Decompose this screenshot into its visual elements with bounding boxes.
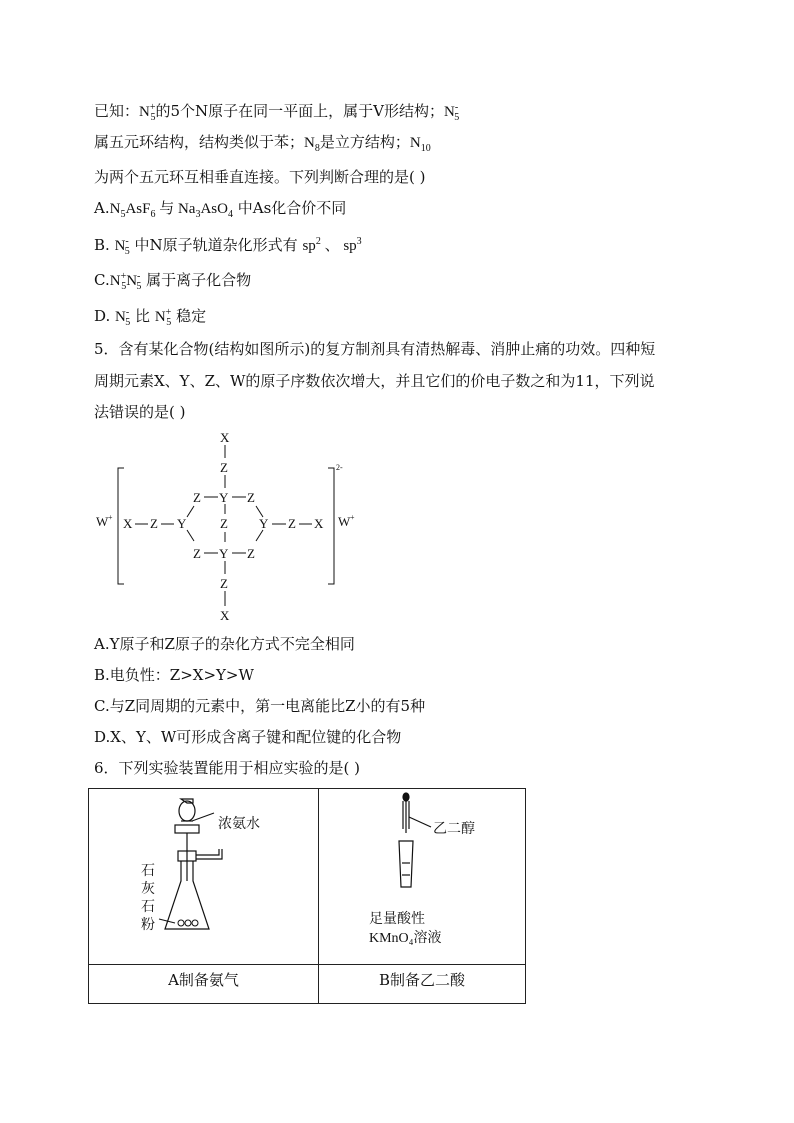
hybridization-text: $sp^2$ 、 $sp^3$ bbox=[302, 236, 362, 254]
svg-text:Z: Z bbox=[150, 516, 158, 531]
apparatus-a-drawing bbox=[89, 789, 318, 963]
q4-stem-text: 已知： bbox=[94, 102, 140, 120]
svg-text:Z: Z bbox=[220, 460, 228, 475]
structure-diagram bbox=[90, 428, 370, 628]
svg-text:X: X bbox=[220, 430, 230, 445]
w-right-label: W bbox=[338, 514, 351, 529]
caption-b: B制备乙二酸 bbox=[378, 971, 466, 989]
charge-label: 2- bbox=[336, 463, 343, 472]
svg-text:+: + bbox=[108, 513, 113, 522]
svg-text:Z: Z bbox=[193, 490, 201, 505]
svg-text:Z: Z bbox=[193, 546, 201, 561]
svg-text:Y: Y bbox=[219, 546, 229, 561]
q5-option-b: B.电负性：Z>X>Y>W bbox=[94, 666, 254, 684]
n5-plus-formula: $N^+_5$ bbox=[139, 102, 156, 123]
n5-minus-formula: $N^-_5$ bbox=[444, 102, 460, 123]
svg-text:X: X bbox=[314, 516, 324, 531]
svg-text:Z: Z bbox=[288, 516, 296, 531]
svg-text:Z: Z bbox=[220, 516, 228, 531]
apparatus-b-drawing bbox=[319, 789, 525, 963]
label-acidic: 足量酸性 bbox=[369, 912, 425, 927]
q5-stem-line-1: 5．含有某化合物(结构如图所示)的复方制剂具有清热解毒、消肿止痛的功效。四种短 bbox=[94, 340, 656, 358]
q5-option-c: C.与Z同周期的元素中，第一电离能比Z小的有5种 bbox=[94, 697, 426, 715]
q4-option-a: $A.N_5AsF_6$ 与 $Na_3AsO_4$ 中As化合价不同 bbox=[94, 199, 347, 220]
q4-stem-text-3: 属五元环结构，结构类似于苯； bbox=[94, 133, 305, 151]
q4-stem-line-3: 为两个五元环互相垂直连接。下列判断合理的是( ) bbox=[94, 168, 426, 186]
q6-apparatus-table bbox=[88, 788, 526, 1004]
q5-option-d: D.X、Y、W可形成含离子键和配位键的化合物 bbox=[94, 728, 402, 746]
q4-option-d: D. $N^-_5$ 比 $N^+_5$ 稳定 bbox=[94, 307, 207, 328]
svg-text:X: X bbox=[123, 516, 133, 531]
svg-text:石: 石 bbox=[141, 864, 155, 879]
svg-text:Y: Y bbox=[219, 490, 229, 505]
svg-text:+: + bbox=[350, 513, 355, 522]
svg-text:X: X bbox=[220, 608, 230, 623]
label-ethylene-glycol: 乙二醇 bbox=[433, 822, 475, 837]
q5-stem-line-2: 周期元素X、Y、Z、W的原子序数依次增大，并且它们的价电子数之和为11，下列说 bbox=[94, 372, 655, 390]
svg-text:Z: Z bbox=[220, 576, 228, 591]
svg-text:Y: Y bbox=[177, 516, 187, 531]
q6-stem: 6．下列实验装置能用于相应实验的是( ) bbox=[94, 759, 361, 777]
n10-formula: $N_{10}$ bbox=[409, 135, 431, 154]
n8-formula: $N_8$ bbox=[304, 135, 320, 154]
caption-a: A制备氨气 bbox=[168, 971, 239, 989]
label-conc-ammonia: 浓氨水 bbox=[218, 817, 260, 832]
q4-option-b: B. $N^-_5$ 中N原子轨道杂化形式有 $sp^2$ 、 $sp^3$ bbox=[94, 236, 362, 257]
w-left-label: W bbox=[96, 514, 109, 529]
svg-text:灰: 灰 bbox=[141, 882, 155, 897]
q4-stem-text-4: 是立方结构； bbox=[319, 133, 410, 151]
option-a-formula: $N_5AsF_6$ 与 $Na_3AsO_4$ bbox=[109, 201, 233, 220]
label-kmno4: KMnO₄溶液 bbox=[369, 931, 442, 946]
q5-option-a: A.Y原子和Z原子的杂化方式不完全相同 bbox=[94, 635, 355, 653]
q4-option-c: $C.N^+_5N^-_5$ 属于离子化合物 bbox=[94, 271, 252, 292]
q5-stem-line-3: 法错误的是( ) bbox=[94, 403, 186, 421]
q4-stem-text-2: 的5个N原子在同一平面上，属于V形结构； bbox=[155, 102, 445, 120]
svg-text:石: 石 bbox=[141, 900, 155, 915]
svg-text:粉: 粉 bbox=[141, 918, 155, 933]
q4-stem-line-2 bbox=[94, 132, 431, 159]
svg-text:Z: Z bbox=[247, 546, 255, 561]
svg-text:Z: Z bbox=[247, 490, 255, 505]
svg-text:Y: Y bbox=[259, 516, 269, 531]
q4-stem-line-1 bbox=[94, 98, 459, 128]
